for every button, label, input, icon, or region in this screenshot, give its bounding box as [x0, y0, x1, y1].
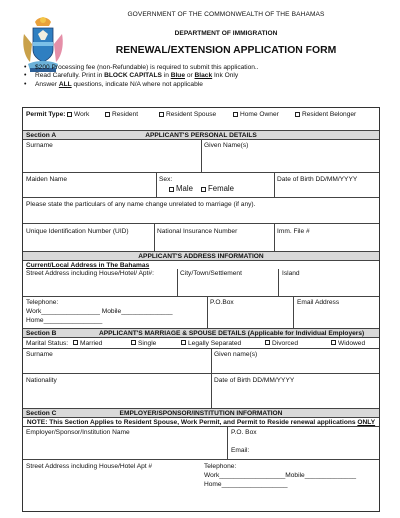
uid-label: Unique Identification Number (UID)	[26, 228, 129, 235]
street-city-row	[23, 269, 379, 296]
po-box-cell[interactable]	[207, 297, 234, 328]
marital-status-label: Marital Status:	[26, 339, 69, 347]
spouse-names-row	[23, 348, 379, 373]
spouse-dob-label: Date of Birth DD/MM/YYYY	[214, 377, 295, 384]
surname-label: Surname	[26, 142, 53, 149]
answer-note-all: ALL	[58, 80, 72, 88]
sex-male-checkbox[interactable]	[169, 185, 193, 193]
section-c-note-row	[23, 417, 379, 426]
nin-label: National Insurance Number	[157, 228, 238, 235]
permit-option-label: Resident Spouse	[166, 111, 217, 118]
marital-option-label: Divorced	[272, 339, 299, 347]
street-label: Street Address including House/Hotel/ Apt#:	[26, 270, 154, 277]
ink-note-black: Black	[194, 72, 213, 80]
name-change-label: Please state the particulars of any name change unrelated to marriage (if any).	[26, 201, 256, 208]
permit-type-label: Permit Type:	[26, 111, 66, 118]
department-heading: DEPARTMENT OF IMMIGRATION	[174, 30, 278, 37]
section-c-note-only: ONLY	[357, 418, 376, 426]
email-label: Email Address	[297, 299, 340, 306]
employer-name-label: Employer/Sponsor/Institution Name	[26, 429, 130, 436]
section-c-tag: Section C	[26, 409, 57, 417]
employer-address-row	[23, 459, 379, 513]
instruction-list	[34, 64, 374, 89]
marital-married-checkbox[interactable]	[73, 340, 102, 348]
name-change-row[interactable]	[23, 197, 379, 223]
maiden-sex-dob-row	[23, 172, 379, 197]
telephone-home-field[interactable]: Home________________	[26, 317, 103, 324]
imm-file-cell[interactable]	[274, 224, 310, 251]
sex-cell	[156, 173, 234, 197]
ink-note-text: Read Carefully. Print in	[35, 72, 105, 80]
permit-option-label: Resident	[112, 111, 139, 118]
marital-separated-checkbox[interactable]	[181, 340, 241, 348]
ink-note-text: Ink Only	[212, 72, 239, 80]
marital-option-label: Married	[80, 339, 103, 347]
government-heading: GOVERNMENT OF THE COMMONWEALTH OF THE BAHAMAS	[127, 11, 325, 18]
ink-note-caps: BLOCK CAPITALS	[104, 72, 162, 80]
employer-row	[23, 426, 379, 459]
spouse-given-names-cell[interactable]	[211, 349, 258, 373]
telephone-work-mobile-field[interactable]: Work________________ Mobile______________	[26, 308, 173, 315]
spouse-nationality-label: Nationality	[26, 377, 57, 384]
employer-work-mobile-field[interactable]: Work__________________Mobile______________	[204, 472, 357, 479]
permit-option-label: Work	[74, 111, 90, 118]
employer-telephone-label: Telephone:	[204, 463, 237, 470]
ink-note-text: or	[185, 72, 195, 80]
answer-note-text: questions, indicate N/A where not applicable	[71, 80, 203, 88]
employer-street-label: Street Address including House/Hotel Apt #	[26, 463, 153, 470]
sex-female-checkbox[interactable]	[201, 185, 234, 193]
given-names-label: Given Name(s)	[204, 142, 249, 149]
section-a-title: APPLICANT'S PERSONAL DETAILS	[145, 131, 257, 139]
telephone-label: Telephone:	[26, 299, 59, 306]
city-label: City/Town/Settlement	[180, 270, 242, 277]
id-numbers-row	[23, 223, 379, 251]
marital-divorced-checkbox[interactable]	[265, 340, 298, 348]
marital-option-label: Legally Separated	[188, 339, 242, 347]
sex-label: Sex:	[159, 176, 173, 183]
marital-status-row	[23, 337, 379, 348]
sex-female-label: Female	[208, 184, 234, 193]
answer-note	[34, 81, 374, 89]
imm-file-label: Imm. File #	[277, 228, 310, 235]
ink-note-blue: Blue	[170, 72, 185, 80]
permit-resident-spouse-checkbox[interactable]	[159, 111, 216, 119]
spouse-nationality-row	[23, 373, 379, 408]
employer-po-box-cell[interactable]	[227, 427, 257, 459]
nin-cell[interactable]	[154, 224, 238, 251]
permit-home-owner-checkbox[interactable]	[233, 111, 279, 119]
dob-label: Date of Birth DD/MM/YYYY	[277, 176, 358, 183]
marital-widowed-checkbox[interactable]	[331, 340, 365, 348]
spouse-surname-label: Surname	[26, 351, 53, 358]
permit-type-row	[23, 108, 379, 121]
section-c-note-text: NOTE: This Section Applies to Resident Spouse, Work Permit, and Permit to Reside renewal applications	[26, 418, 358, 426]
sex-male-label: Male	[176, 184, 193, 193]
section-c-header	[23, 408, 379, 417]
employer-email-label: Email:	[231, 447, 250, 454]
employer-po-box-label: P.O. Box	[231, 429, 257, 436]
section-a-tag: Section A	[26, 131, 57, 139]
permit-option-label: Resident Belonger	[302, 111, 357, 118]
form-title: RENEWAL/EXTENSION APPLICATION FORM	[115, 45, 337, 56]
section-a-header	[23, 130, 379, 139]
ink-note-text: in	[161, 72, 171, 80]
city-cell[interactable]	[177, 269, 242, 296]
section-c-title: EMPLOYER/SPONSOR/INSTITUTION INFORMATION	[119, 409, 283, 417]
section-b-title: APPLICANT'S MARRIAGE & SPOUSE DETAILS (Applicable for Individual Employers)	[99, 329, 365, 337]
section-b-header	[23, 328, 379, 337]
given-names-cell[interactable]	[201, 140, 249, 172]
address-title: APPLICANT'S ADDRESS INFORMATION	[138, 252, 264, 260]
island-label: Island	[282, 270, 300, 277]
marital-option-label: Widowed	[338, 339, 366, 347]
spouse-given-names-label: Given name(s)	[214, 351, 258, 358]
section-b-tag: Section B	[26, 329, 57, 337]
names-row	[23, 139, 379, 172]
spouse-dob-cell[interactable]	[211, 374, 295, 408]
section-c-note	[23, 419, 379, 426]
fee-note: • $200 Processing fee (non-Refundable) is required to submit this application..	[34, 64, 374, 72]
marital-option-label: Single	[138, 339, 157, 347]
ink-note	[34, 72, 374, 80]
permit-resident-belonger-checkbox[interactable]	[295, 111, 356, 119]
answer-note-text: Answer	[35, 80, 59, 88]
permit-work-checkbox[interactable]	[67, 111, 89, 119]
email-cell[interactable]	[293, 297, 340, 328]
address-header	[23, 251, 379, 260]
dob-cell[interactable]	[274, 173, 358, 197]
po-box-label: P.O.Box	[210, 299, 234, 306]
maiden-name-label: Maiden Name	[26, 176, 68, 183]
island-cell[interactable]	[278, 269, 300, 296]
contact-row	[23, 296, 379, 328]
permit-resident-checkbox[interactable]	[105, 111, 138, 119]
marital-single-checkbox[interactable]	[131, 340, 156, 348]
employer-home-field[interactable]: Home__________________	[204, 481, 288, 488]
current-address-row	[23, 260, 379, 269]
current-address-label: Current/Local Address in The Bahamas	[26, 261, 150, 269]
application-form	[22, 107, 380, 512]
permit-option-label: Home Owner	[240, 111, 279, 118]
